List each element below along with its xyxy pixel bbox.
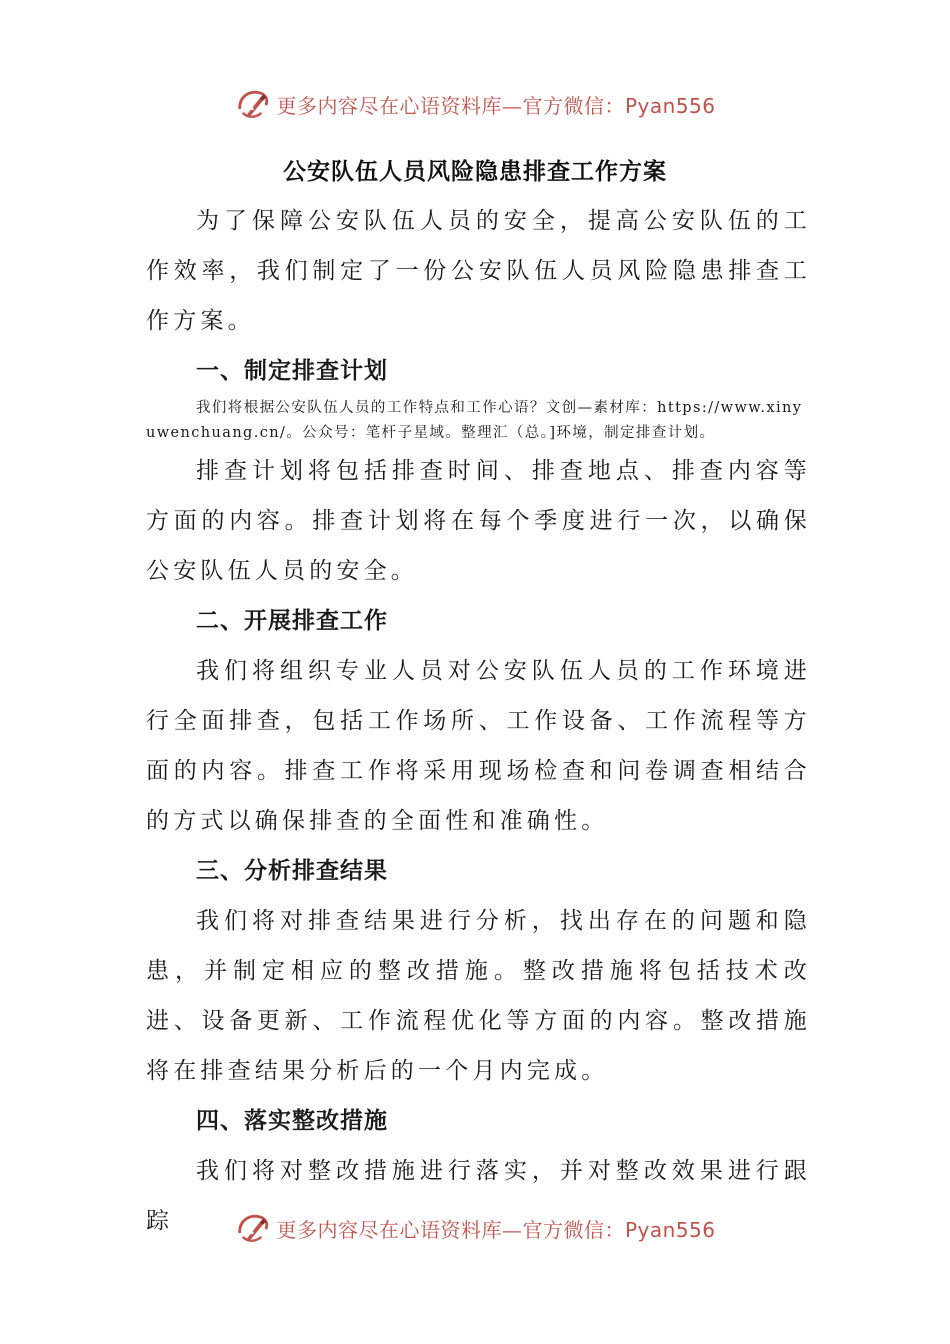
header-banner xyxy=(0,82,950,126)
banner-text xyxy=(276,1214,715,1243)
banner-label: 更多内容尽在心语资料库—官方微信： xyxy=(276,1217,625,1242)
section-3-paragraph: 我们将对排查结果进行分析，找出存在的问题和隐患，并制定相应的整改措施。整改措施将包括技术改进、设备更新、工作流程优化等方面的内容。整改措施将在排查结果分析后的一个月内完成。 xyxy=(146,908,811,1084)
section-heading-1: 一、制定排查计划 xyxy=(196,358,388,384)
banner-label: 更多内容尽在心语资料库—官方微信： xyxy=(276,93,625,118)
document-title: 公安队伍人员风险隐患排查工作方案 xyxy=(283,159,667,185)
section-1-note: 我们将根据公安队伍人员的工作特点和工作心语？文创—素材库：https://www.xinyuwenchuang.cn/。公众号：笔杆子星域。整理汇（总。]环境，制定排查计划。 xyxy=(146,400,803,441)
pen-logo-icon xyxy=(234,1209,272,1247)
footer-banner xyxy=(0,1206,950,1250)
section-heading-3: 三、分析排查结果 xyxy=(196,858,388,884)
section-1-paragraph: 排查计划将包括排查时间、排查地点、排查内容等方面的内容。排查计划将在每个季度进行一次，以确保公安队伍人员的安全。 xyxy=(146,458,811,584)
banner-text xyxy=(276,90,715,119)
intro-paragraph: 为了保障公安队伍人员的安全，提高公安队伍的工作效率，我们制定了一份公安队伍人员风险隐患排查工作方案。 xyxy=(146,208,811,334)
section-heading-2: 二、开展排查工作 xyxy=(196,608,388,634)
banner-wechat-id: Pyan556 xyxy=(624,93,716,118)
section-heading-4: 四、落实整改措施 xyxy=(196,1108,388,1134)
section-2-paragraph: 我们将组织专业人员对公安队伍人员的工作环境进行全面排查，包括工作场所、工作设备、工作流程等方面的内容。排查工作将采用现场检查和问卷调查相结合的方式以确保排查的全面性和准确性。 xyxy=(146,658,811,834)
section-4-paragraph: 我们将对整改措施进行落实，并对整改效果进行跟踪 xyxy=(146,1158,811,1234)
pen-logo-icon xyxy=(234,85,272,123)
document-body xyxy=(146,196,811,1246)
banner-wechat-id: Pyan556 xyxy=(624,1217,716,1242)
